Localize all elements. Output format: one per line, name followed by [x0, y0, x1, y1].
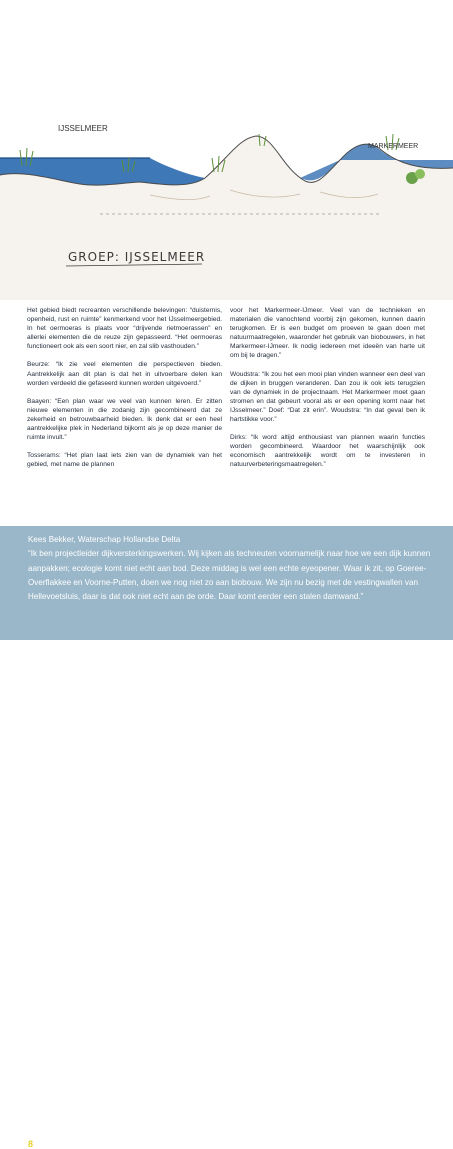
label-markermeer: MARKERMEER — [368, 143, 419, 150]
page-number: 8 — [28, 1139, 34, 1149]
footer-text: Verslag WINN Symposium 29-1-2009 — [37, 1143, 129, 1149]
dike-cross-section-sketch — [0, 0, 453, 300]
paragraph: Woudstra: “Ik zou het een mooi plan vinden wanneer een deel van de dijken in bruggen veranderen. Dan zou ik ook iets terugzien van de dynamiek in de projectnaam. Het Markermeer moet gaan stromen en dat gebeurt vooral als er een opening komt naar het IJsselmeer.” Doef: “Dat zit erin”. Woudstra: “In dat geval ben ik hartstikke voor.” — [230, 370, 425, 424]
quote-box — [0, 526, 453, 1149]
paragraph: voor het Markermeer-IJmeer. Veel van de technieken en materialen die vanochtend voorbij zijn gekomen, kunnen daarin terugkomen. Er is een budget om proeven te gaan doen met natuurmaatregelen, waaronder het gebruik van biobouwers, in het Markermeer-IJmeer. Ik nodig iedereen met ideeën van harte uit om bij te dragen.” — [230, 307, 425, 360]
paragraph: Baayen: “Een plan waar we veel van kunnen leren. Er zitten nieuwe elementen in die zodanig zijn gecombineerd dat ze zekerheid en betrouwbaarheid bieden. Ik denk dat er een heel aantrekkelijke plek in Nederland bijkomt als je op deze manier de ruimte invult.” — [27, 397, 222, 442]
paragraph: Dirks: “Ik word altijd enthousiast van plannen waarin functies worden gecombineerd. Waardoor het waarschijnlijk ook economisch aantrekkelijk wordt om te investeren in natuurverbeteringsmaatregelen.” — [230, 434, 425, 469]
quote-text: “Ik ben projectleider dijkversterkingswerken. Wij kijken als techneuten voornamelijk naar hoe we een dijk kunnen aanpakken; ecologie komt niet echt aan bod. Deze middag is wel een echte eyeopener. Waar ik zit, op Goeree-Overflakkee en Voorne-Putten, doen we nog niet zo aan biobouw. We zijn nu bezig met de vestingwallen van Hellevoetsluis, daar is dat ook niet echt aan de orde. Daar komt eerder een stalen damwand.” — [28, 549, 431, 602]
group-label: GROEP: IJSSELMEER — [68, 250, 206, 264]
label-ijsselmeer: IJSSELMEER — [58, 124, 108, 133]
bush-shape — [415, 169, 425, 179]
quote-content — [28, 533, 433, 604]
page-footer — [28, 1139, 128, 1149]
right-column — [230, 306, 425, 479]
paragraph: Het gebied biedt recreanten verschillende belevingen: “duisternis, openheid, rust en ruimte” kenmerkend voor het IJsselmeergebied. In het oermoeras is plaats voor “drijvende rietmoerassen” en allerlei elementen die de reuze zijn gepasseerd. “Het oermoeras functioneert ook als een soort nier, en zal slib vasthouden.” — [27, 307, 222, 351]
left-column — [27, 306, 222, 478]
paragraph: Tosserams: “Het plan laat iets zien van de dynamiek van het gebied, met name de plannen — [27, 452, 222, 469]
paragraph: Beurze: “Ik zie veel elementen die perspectieven bieden. Aantrekkelijk aan dit plan is dat het in uitvoerbare delen kan worden verdeeld die gefaseerd kunnen worden uitgevoerd.” — [27, 361, 222, 387]
sketch-drawing — [0, 0, 453, 300]
quote-speaker: Kees Bekker, Waterschap Hollandse Delta — [28, 535, 181, 544]
